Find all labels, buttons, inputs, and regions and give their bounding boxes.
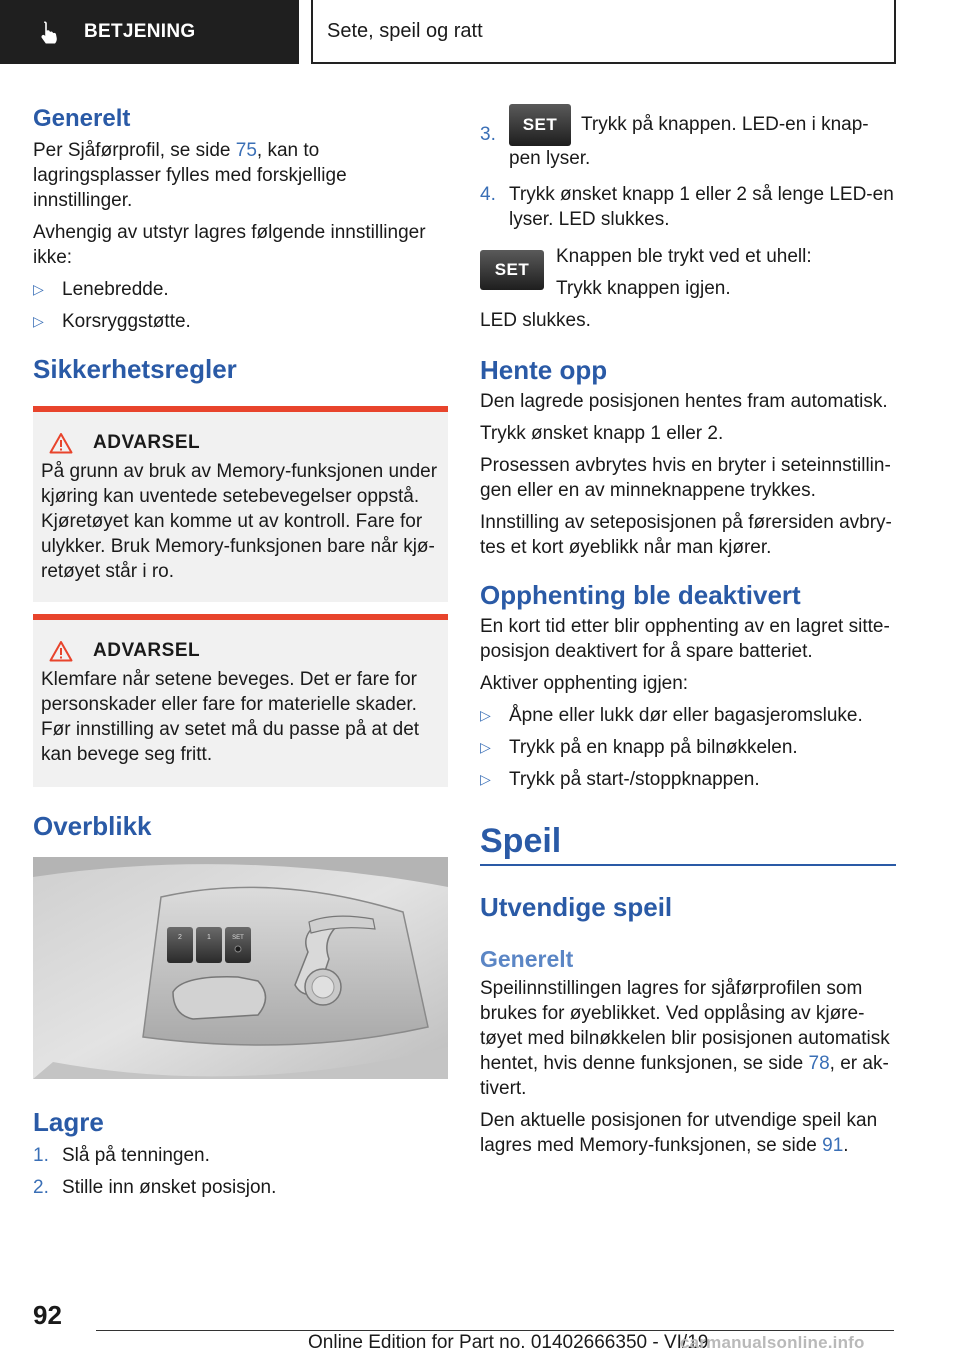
heading-overblikk: Overblikk xyxy=(33,811,152,841)
list-item-text: Åpne eller lukk dør eller bagasjeromsluke. xyxy=(509,705,863,726)
list-item-text: Trykk på en knapp på bilnøkkelen. xyxy=(509,737,798,758)
step-text: Trykk på knappen. LED-en i knap-pen lyser. xyxy=(509,114,869,169)
paragraph-led-off: LED slukkes. xyxy=(480,310,591,331)
right-column xyxy=(480,104,896,1165)
triangle-bullet-icon: ▷ xyxy=(480,707,491,723)
triangle-bullet-icon: ▷ xyxy=(33,313,44,329)
text: . xyxy=(843,1135,849,1156)
heading-lagre: Lagre xyxy=(33,1107,104,1137)
section-tab xyxy=(0,0,299,64)
speil-heading-rule xyxy=(480,820,896,866)
paragraph-mirror-memory xyxy=(480,1108,896,1158)
triangle-bullet-icon: ▷ xyxy=(33,281,44,297)
list-item-text: Trykk på start-/stoppknappen. xyxy=(509,769,760,790)
photo-button-label: 2 xyxy=(178,934,182,941)
warning-text: På grunn av bruk av Memory-funksjonen under kjøring kan uventede setebevegelser oppstå. Kjøretøyet kan komme ut av kontroll. Fare for ulykker. Bruk Memory-funksjonen bare når kjø-retøyet står i ro. xyxy=(41,461,438,582)
paragraph: Innstilling av seteposisjonen på førersiden avbry-tes et kort øyeblikk når man kjører. xyxy=(480,512,892,558)
warning-title: ADVARSEL xyxy=(93,640,201,661)
footer-rule xyxy=(96,1330,894,1331)
heading-sikkerhetsregler: Sikkerhetsregler xyxy=(33,354,237,384)
list-item-text: Lenebredde. xyxy=(62,279,169,300)
list-item xyxy=(33,1175,448,1200)
step-number: 2. xyxy=(33,1177,49,1198)
paragraph: Aktiver opphenting igjen: xyxy=(480,673,689,694)
step-number: 3. xyxy=(480,124,496,145)
note-line: Knappen ble trykt ved et uhell: xyxy=(556,246,812,267)
warning-title: ADVARSEL xyxy=(93,432,201,453)
list-item xyxy=(480,104,896,172)
photo-button-label: SET xyxy=(232,935,244,941)
heading-generelt-speil: Generelt xyxy=(480,946,574,972)
reactivate-list xyxy=(480,703,896,792)
accidental-press-note xyxy=(480,244,896,308)
warning-triangle-icon xyxy=(49,432,73,454)
left-column xyxy=(33,100,448,1207)
store-steps xyxy=(33,1143,448,1200)
text: , kan to lagringsplasser fylles med forskjellige innstillinger. xyxy=(33,140,347,211)
page-header xyxy=(0,0,960,66)
note-line: Trykk knappen igjen. xyxy=(556,278,731,299)
text: Den aktuelle posisjonen for utvendige speil kan lagres med Memory-funksjonen, se side xyxy=(480,1110,878,1156)
warning-box-1 xyxy=(33,406,448,602)
heading-speil: Speil xyxy=(480,822,562,860)
text: , er ak-tivert. xyxy=(480,1053,889,1099)
paragraph: Prosessen avbrytes hvis en bryter i seteinnstillin-gen eller en av minneknappene trykkes. xyxy=(480,455,891,501)
paragraph-mirror-profile xyxy=(480,976,896,1101)
page-footer xyxy=(0,1290,960,1362)
page-link-75[interactable]: 75 xyxy=(235,140,257,161)
chapter-title: Sete, speil og ratt xyxy=(327,19,483,42)
step-number: 1. xyxy=(33,1145,49,1166)
seat-controls-illustration xyxy=(33,857,448,1079)
list-item xyxy=(480,182,896,232)
heading-opphenting-deaktivert: Opphenting ble deaktivert xyxy=(480,580,801,610)
warning-text: Klemfare når setene beveges. Det er fare for personskader eller fare for materielle skader. Før innstilling av setet må du passe på at det kan bevege seg fritt. xyxy=(41,669,420,765)
paragraph: Trykk ønsket knapp 1 eller 2. xyxy=(480,423,724,444)
step-number: 4. xyxy=(480,184,496,205)
watermark: carmanualsonline.info xyxy=(680,1333,865,1352)
paragraph-depends: Avhengig av utstyr lagres følgende innstillinger ikke: xyxy=(33,222,426,268)
chapter-box xyxy=(311,0,896,64)
list-item xyxy=(33,309,448,334)
list-item xyxy=(480,767,896,792)
set-button-icon: SET xyxy=(480,250,544,290)
triangle-bullet-icon: ▷ xyxy=(480,739,491,755)
set-button-icon: SET xyxy=(509,104,571,146)
warning-box-2 xyxy=(33,614,448,787)
not-stored-list xyxy=(33,277,448,334)
section-label: BETJENING xyxy=(84,21,196,42)
paragraph: Den lagrede posisjonen hentes fram automatisk. xyxy=(480,391,888,412)
warning-triangle-icon xyxy=(49,640,73,662)
hand-pointer-icon xyxy=(38,20,60,44)
edition-text: Online Edition for Part no. 01402666350 - VI/19 xyxy=(308,1332,709,1353)
list-item xyxy=(480,735,896,760)
list-item-text: Korsryggstøtte. xyxy=(62,311,191,332)
page-link-78[interactable]: 78 xyxy=(808,1053,830,1074)
step-text: Stille inn ønsket posisjon. xyxy=(62,1177,277,1198)
paragraph-profile xyxy=(33,138,448,213)
warning-header xyxy=(49,432,438,454)
text: Speilinnstillingen lagres for sjåførprofilen som brukes for øyeblikket. Ved opplåsing av kjøre-tøyet med bilnøkkelen blir posisjonen automatisk hentet, hvis denne funksjonen, se side xyxy=(480,978,890,1074)
step-text: Trykk ønsket knapp 1 eller 2 så lenge LED-en lyser. LED slukkes. xyxy=(509,184,894,230)
warning-header xyxy=(49,640,438,662)
text: Per Sjåførprofil, se side xyxy=(33,140,236,161)
list-item xyxy=(33,1143,448,1168)
list-item xyxy=(33,277,448,302)
heading-utvendige-speil: Utvendige speil xyxy=(480,892,673,922)
list-item xyxy=(480,703,896,728)
note-text xyxy=(556,244,812,308)
store-steps-cont xyxy=(480,104,896,232)
step-text: Slå på tenningen. xyxy=(62,1145,210,1166)
paragraph: En kort tid etter blir opphenting av en lagret sitte-posisjon deaktivert for å spare batteriet. xyxy=(480,616,890,662)
triangle-bullet-icon: ▷ xyxy=(480,771,491,787)
heading-generelt: Generelt xyxy=(33,105,131,132)
photo-button-label: 1 xyxy=(207,934,211,941)
page-number: 92 xyxy=(33,1300,62,1330)
page-link-91[interactable]: 91 xyxy=(822,1135,844,1156)
seat-controls-photo xyxy=(33,857,448,1079)
heading-hente-opp: Hente opp xyxy=(480,355,608,385)
